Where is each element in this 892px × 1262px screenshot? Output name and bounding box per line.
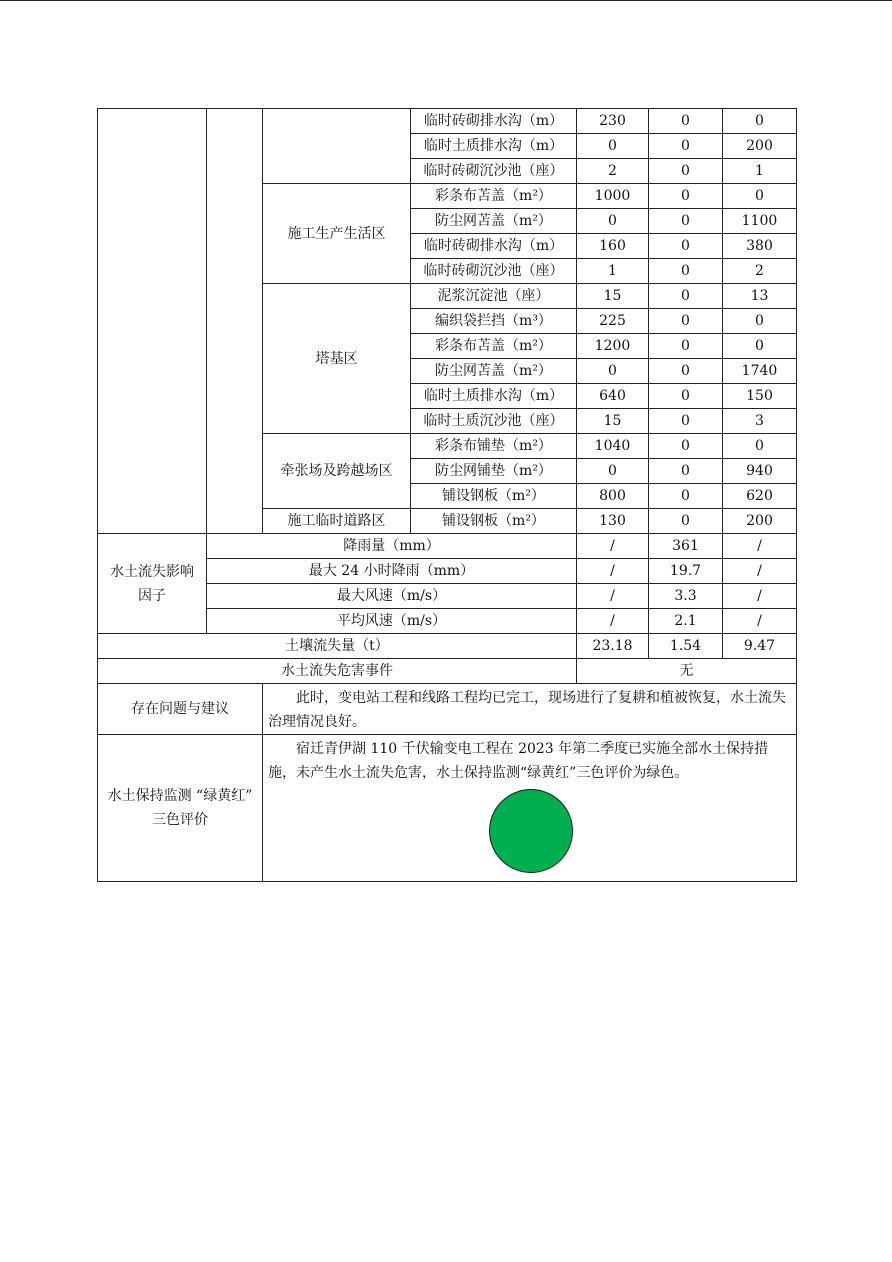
issues-text: 此时，变电站工程和线路工程均已完工，现场进行了复耕和植被恢复，水土流失治理情况良好。 — [268, 690, 786, 730]
value-cell: 1 — [577, 259, 649, 284]
value-cell: 150 — [723, 384, 797, 409]
value-cell: 0 — [577, 134, 649, 159]
zone-cell-blank — [263, 109, 411, 184]
factor-name: 降雨量（mm） — [207, 534, 577, 559]
value-cell: 0 — [649, 509, 723, 534]
value-cell: 361 — [649, 534, 723, 559]
value-cell: 0 — [649, 334, 723, 359]
zone-label: 施工生产生活区 — [263, 184, 411, 284]
factors-label: 水土流失影响因子 — [98, 534, 207, 634]
value-cell: 0 — [649, 209, 723, 234]
value-cell: 620 — [723, 484, 797, 509]
subcategory-cell-blank — [207, 109, 263, 534]
measure-name: 彩条布铺垫（m²） — [411, 434, 577, 459]
value-cell: 0 — [649, 284, 723, 309]
value-cell: 0 — [649, 109, 723, 134]
evaluation-text: 宿迁青伊湖 110 千伏输变电工程在 2023 年第二季度已实施全部水土保持措施，未产生水土流失危害，水土保持监测“绿黄红”三色评价为绿色。 — [268, 741, 769, 781]
value-cell: 0 — [649, 384, 723, 409]
factor-name: 平均风速（m/s） — [207, 609, 577, 634]
measure-name: 彩条布苫盖（m²） — [411, 334, 577, 359]
monitoring-table — [97, 108, 797, 882]
value-cell: 3.3 — [649, 584, 723, 609]
value-cell: / — [723, 584, 797, 609]
value-cell: 0 — [723, 109, 797, 134]
measure-name: 泥浆沉淀池（座） — [411, 284, 577, 309]
value-cell: 0 — [723, 334, 797, 359]
value-cell: 0 — [649, 409, 723, 434]
zone-label: 塔基区 — [263, 284, 411, 434]
measure-name: 铺设钢板（m²） — [411, 509, 577, 534]
value-cell: 1100 — [723, 209, 797, 234]
value-cell: 1000 — [577, 184, 649, 209]
value-cell: / — [723, 534, 797, 559]
evaluation-text-cell — [263, 735, 797, 882]
zone-label: 施工临时道路区 — [263, 509, 411, 534]
hazard-label: 水土流失危害事件 — [98, 659, 577, 684]
measure-name: 临时砖砌沉沙池（座） — [411, 259, 577, 284]
value-cell: 0 — [649, 134, 723, 159]
measure-name: 编织袋拦挡（m³） — [411, 309, 577, 334]
value-cell: 19.7 — [649, 559, 723, 584]
issues-text-cell — [263, 684, 797, 735]
table-row — [98, 684, 797, 735]
value-cell: 200 — [723, 509, 797, 534]
page-top-rule — [0, 0, 892, 1]
table-row — [98, 659, 797, 684]
measure-name: 临时土质排水沟（m） — [411, 134, 577, 159]
table-row — [98, 735, 797, 882]
value-cell: 1040 — [577, 434, 649, 459]
factor-name: 最大风速（m/s） — [207, 584, 577, 609]
value-cell: 230 — [577, 109, 649, 134]
value-cell: 1 — [723, 159, 797, 184]
value-cell: 23.18 — [577, 634, 649, 659]
value-cell: 2 — [577, 159, 649, 184]
value-cell: 0 — [723, 309, 797, 334]
zone-label: 牵张场及跨越场区 — [263, 434, 411, 509]
value-cell: 0 — [649, 309, 723, 334]
value-cell: 1.54 — [649, 634, 723, 659]
value-cell: 0 — [577, 459, 649, 484]
value-cell: 0 — [649, 259, 723, 284]
value-cell: 225 — [577, 309, 649, 334]
value-cell: / — [723, 609, 797, 634]
soil-loss-label: 土壤流失量（t） — [98, 634, 577, 659]
value-cell: 9.47 — [723, 634, 797, 659]
measure-name: 彩条布苫盖（m²） — [411, 184, 577, 209]
evaluation-result-wrap — [268, 785, 793, 881]
measure-name: 铺设钢板（m²） — [411, 484, 577, 509]
measure-name: 临时砖砌排水沟（m） — [411, 109, 577, 134]
value-cell: 1200 — [577, 334, 649, 359]
value-cell: 15 — [577, 409, 649, 434]
value-cell: 130 — [577, 509, 649, 534]
measure-name: 防尘网苫盖（m²） — [411, 209, 577, 234]
value-cell: 3 — [723, 409, 797, 434]
value-cell: 0 — [577, 359, 649, 384]
measure-name: 防尘网苫盖（m²） — [411, 359, 577, 384]
value-cell: 0 — [649, 359, 723, 384]
value-cell: / — [577, 609, 649, 634]
value-cell: 2 — [723, 259, 797, 284]
value-cell: 1740 — [723, 359, 797, 384]
value-cell: 160 — [577, 234, 649, 259]
value-cell: 13 — [723, 284, 797, 309]
evaluation-label: 水土保持监测 “绿黄红” 三色评价 — [98, 735, 263, 882]
green-status-circle — [489, 789, 573, 873]
value-cell: 0 — [723, 434, 797, 459]
table-row — [98, 109, 797, 134]
value-cell: 800 — [577, 484, 649, 509]
table-row — [98, 634, 797, 659]
value-cell: 940 — [723, 459, 797, 484]
value-cell: 0 — [649, 184, 723, 209]
value-cell: 0 — [649, 434, 723, 459]
measure-name: 临时土质排水沟（m） — [411, 384, 577, 409]
value-cell: / — [577, 534, 649, 559]
value-cell: 0 — [649, 459, 723, 484]
category-cell-blank — [98, 109, 207, 534]
value-cell: / — [577, 559, 649, 584]
value-cell: 640 — [577, 384, 649, 409]
table-row — [98, 534, 797, 559]
measure-name: 临时砖砌排水沟（m） — [411, 234, 577, 259]
hazard-value: 无 — [577, 659, 797, 684]
value-cell: 380 — [723, 234, 797, 259]
value-cell: 15 — [577, 284, 649, 309]
value-cell: 0 — [649, 484, 723, 509]
value-cell: 2.1 — [649, 609, 723, 634]
value-cell: 0 — [577, 209, 649, 234]
value-cell: 0 — [649, 234, 723, 259]
value-cell: / — [577, 584, 649, 609]
value-cell: 0 — [649, 159, 723, 184]
issues-label: 存在问题与建议 — [98, 684, 263, 735]
value-cell: / — [723, 559, 797, 584]
measure-name: 防尘网铺垫（m²） — [411, 459, 577, 484]
measure-name: 临时土质沉沙池（座） — [411, 409, 577, 434]
measure-name: 临时砖砌沉沙池（座） — [411, 159, 577, 184]
factor-name: 最大 24 小时降雨（mm） — [207, 559, 577, 584]
value-cell: 0 — [723, 184, 797, 209]
value-cell: 200 — [723, 134, 797, 159]
